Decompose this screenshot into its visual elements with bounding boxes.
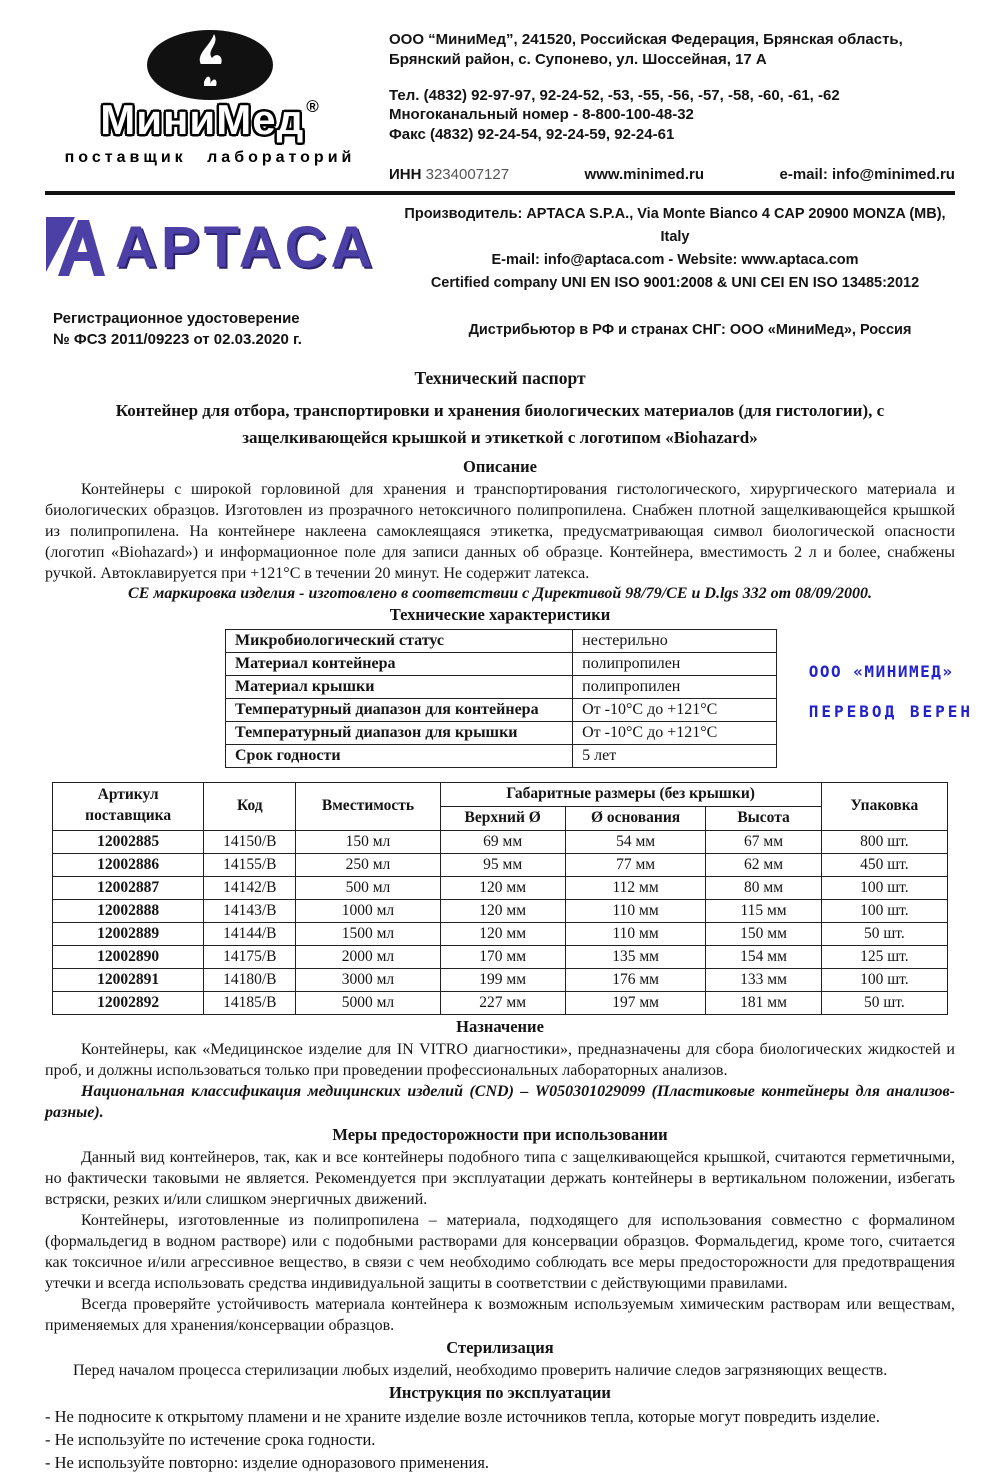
spec-value: полипропилен xyxy=(573,652,777,675)
col-article: Артикул поставщика xyxy=(53,782,204,830)
cell-capacity: 2000 мл xyxy=(296,945,440,968)
section-purpose-heading: Назначение xyxy=(456,1016,544,1036)
phone-line-2: Многоканальный номер - 8-800-100-48-32 xyxy=(389,106,694,124)
cell-base: 176 мм xyxy=(565,968,706,991)
precautions-paragraph-1: Данный вид контейнеров, так, как и все контейнеры подобного типа с защелкивающейся крышкой, считаются герметичными, но фактически таковыми не является. Рекомендуется при эксплуатации держать контейнеры в вертикальном положении, избегать встряски, резких и/или слишком энергичных движений. xyxy=(45,1148,955,1208)
section-sterilization-heading: Стерилизация xyxy=(446,1337,554,1357)
products-table xyxy=(52,782,948,1015)
instruction-item: - Не подносите к открытому пламени и не храните изделие возле источников тепла, которые могут повредить изделие. xyxy=(45,1406,880,1426)
cell-code: 14143/B xyxy=(204,899,296,922)
cell-height: 181 мм xyxy=(706,991,821,1014)
col-code: Код xyxy=(204,782,296,830)
brand-text: МиниМед xyxy=(100,96,305,143)
spec-value: нестерильно xyxy=(573,629,777,652)
cell-height: 150 мм xyxy=(706,922,821,945)
tech-specs-section xyxy=(45,604,973,768)
inn-value: 3234007127 xyxy=(425,165,510,183)
minimed-logo-block xyxy=(45,20,375,185)
table-row xyxy=(53,945,948,968)
header-divider xyxy=(45,191,955,195)
instruction-item: - Не используйте по истечение срока годности. xyxy=(45,1429,376,1449)
cell-base: 112 мм xyxy=(565,876,706,899)
spec-value: 5 лет xyxy=(573,744,777,767)
translation-stamp xyxy=(809,663,973,720)
aptaca-wordmark: APTACA xyxy=(115,215,377,281)
cell-top: 227 мм xyxy=(440,991,565,1014)
manufacturer-contacts[interactable]: E-mail: info@aptaca.com - Website: www.aptaca.com xyxy=(491,252,859,269)
section-instructions-heading: Инструкция по эксплуатации xyxy=(389,1382,611,1402)
company-contacts xyxy=(375,20,955,185)
cell-code: 14144/B xyxy=(204,922,296,945)
cell-top: 120 мм xyxy=(440,922,565,945)
cell-capacity: 150 мл xyxy=(296,830,440,853)
inn-web-email-row xyxy=(389,165,955,185)
cell-article: 12002887 xyxy=(53,876,204,899)
cell-article: 12002886 xyxy=(53,853,204,876)
col-base-diameter: Ø основания xyxy=(565,806,706,830)
registered-trademark-icon: ® xyxy=(306,97,320,116)
cell-code: 14180/B xyxy=(204,968,296,991)
table-row xyxy=(53,853,948,876)
table-row xyxy=(53,876,948,899)
sterilization-paragraph: Перед началом процесса стерилизации любых изделий, необходимо проверить наличие следов загрязняющих веществ. xyxy=(73,1361,888,1379)
cell-pack: 50 шт. xyxy=(821,991,947,1014)
table-row xyxy=(53,922,948,945)
cell-pack: 800 шт. xyxy=(821,830,947,853)
purpose-paragraph: Контейнеры, как «Медицинское изделие для IN VITRO диагностики», предназначены для сбора биологических жидкостей и проб, и должны использоваться только при проведении профессиональных лабораторных анализов. xyxy=(45,1040,955,1079)
cell-code: 14185/B xyxy=(204,991,296,1014)
table-row xyxy=(226,675,777,698)
cell-code: 14142/B xyxy=(204,876,296,899)
table-row xyxy=(53,899,948,922)
inn-label: ИНН xyxy=(389,165,422,183)
cell-capacity: 1000 мл xyxy=(296,899,440,922)
cell-height: 80 мм xyxy=(706,876,821,899)
col-capacity: Вместимость xyxy=(296,782,440,830)
precautions-paragraph-2: Контейнеры, изготовленные из полипропилена – материала, подходящего для использования совместно с формалином (формальдегид в водном растворе) или с подобными растворами для консервации образцов. Формальдегид, кроме того, считается как токсичное и/или агрессивное вещество, в связи с чем необходимо соблюдать все меры предосторожности для предотвращения утечки и всегда использовать средства индивидуальной защиты в соответствии с действующими правилами. xyxy=(45,1211,955,1292)
table-row xyxy=(226,721,777,744)
cell-top: 170 мм xyxy=(440,945,565,968)
cell-pack: 100 шт. xyxy=(821,899,947,922)
ce-marking-line: СЕ маркировка изделия - изготовлено в соответствии с Директивой 98/79/СЕ и D.lgs 332 от 08/09/2000. xyxy=(128,584,872,602)
cell-height: 154 мм xyxy=(706,945,821,968)
aptaca-mark-icon xyxy=(45,216,107,280)
table-row xyxy=(226,698,777,721)
cell-top: 95 мм xyxy=(440,853,565,876)
cell-height: 115 мм xyxy=(706,899,821,922)
cell-base: 77 мм xyxy=(565,853,706,876)
cell-pack: 50 шт. xyxy=(821,922,947,945)
cell-code: 14150/B xyxy=(204,830,296,853)
cell-article: 12002891 xyxy=(53,968,204,991)
cell-top: 120 мм xyxy=(440,899,565,922)
spec-key: Материал крышки xyxy=(226,675,573,698)
cell-height: 67 мм xyxy=(706,830,821,853)
cell-base: 110 мм xyxy=(565,922,706,945)
cell-base: 135 мм xyxy=(565,945,706,968)
cell-pack: 125 шт. xyxy=(821,945,947,968)
spec-key: Температурный диапазон для контейнера xyxy=(226,698,573,721)
aptaca-logo xyxy=(45,216,395,280)
cell-top: 120 мм xyxy=(440,876,565,899)
manufacturer-line: Производитель: APTACA S.P.A., Via Monte Bianco 4 CAP 20900 MONZA (MB), Italy xyxy=(404,205,946,245)
cell-pack: 100 шт. xyxy=(821,876,947,899)
cell-pack: 100 шт. xyxy=(821,968,947,991)
cell-article: 12002890 xyxy=(53,945,204,968)
cell-top: 69 мм xyxy=(440,830,565,853)
section-precautions-heading: Меры предосторожности при использовании xyxy=(332,1124,668,1144)
section-specs-heading: Технические характеристики xyxy=(389,604,611,624)
address-line-2: Брянский район, с. Супонево, ул. Шоссейная, 17 А xyxy=(389,50,767,68)
certification-line: Certified company UNI EN ISO 9001:2008 & UNI CEI EN ISO 13485:2012 xyxy=(430,275,920,292)
spec-value: От -10°С до +121°С xyxy=(573,721,777,744)
stamp-line-2: ПЕРЕВОД ВЕРЕН xyxy=(808,701,973,721)
description-paragraph: Контейнеры с широкой горловиной для хранения и транспортирования гистологического, хирургического материала и биологических образцов. Изготовлен из прозрачного нетоксичного полипропилена. Снабжен плотной защелкивающейся крышкой из полипропилена. На контейнере наклеена самоклеящаяся этикетка, предусматривающая символ биологической опасности (логотип «Biohazard») и информационное поле для записи данных об образце. Контейнера, вместимость 2 л и более, снабжены ручкой. Автоклавируется при +121°С в течении 20 минут. Не содержит латекса. xyxy=(45,480,955,582)
purpose-classification: Национальная классификация медицинских изделий (CND) – W050301029099 (Пластиковые контейнеры для анализов- разные). xyxy=(45,1082,955,1121)
cell-code: 14175/B xyxy=(204,945,296,968)
company-phones xyxy=(389,86,955,145)
cell-pack: 450 шт. xyxy=(821,853,947,876)
company-address xyxy=(389,30,955,70)
cell-base: 54 мм xyxy=(565,830,706,853)
registration-line-1: Регистрационное удостоверение xyxy=(53,309,300,327)
cell-capacity: 5000 мл xyxy=(296,991,440,1014)
table-row xyxy=(53,991,948,1014)
cell-height: 133 мм xyxy=(706,968,821,991)
cell-base: 110 мм xyxy=(565,899,706,922)
cell-code: 14155/B xyxy=(204,853,296,876)
registration-row xyxy=(45,308,955,350)
cell-capacity: 250 мл xyxy=(296,853,440,876)
aptaca-section xyxy=(45,201,955,296)
spec-key: Микробиологический статус xyxy=(226,629,573,652)
page-title: Технический паспорт xyxy=(414,367,586,388)
col-dimensions-group: Габаритные размеры (без крышки) xyxy=(440,782,821,806)
distributor-line: Дистрибьютор в РФ и странах СНГ: ООО «МиниМед», Россия xyxy=(468,321,912,338)
precautions-paragraph-3: Всегда проверяйте устойчивость материала контейнера к возможным используемым химическим растворам или веществам, применяемых для хранения/консервации образцов. xyxy=(45,1295,955,1334)
cell-top: 199 мм xyxy=(440,968,565,991)
table-row xyxy=(53,830,948,853)
cell-capacity: 3000 мл xyxy=(296,968,440,991)
tech-specs-table xyxy=(225,629,777,768)
col-top-diameter: Верхний Ø xyxy=(440,806,565,830)
website-link[interactable]: www.minimed.ru xyxy=(584,165,705,183)
registration-line-2: № ФСЗ 2011/09223 от 02.03.2020 г. xyxy=(53,330,302,348)
cell-article: 12002892 xyxy=(53,991,204,1014)
manufacturer-info xyxy=(395,201,955,296)
table-header-row xyxy=(53,782,948,806)
spec-value: полипропилен xyxy=(573,675,777,698)
phone-line-1: Тел. (4832) 92-97-97, 92-24-52, -53, -55, -56, -57, -58, -60, -61, -62 xyxy=(389,86,840,104)
cell-article: 12002888 xyxy=(53,899,204,922)
product-title: Контейнер для отбора, транспортировки и хранения биологических материалов (для гистологии), с защелкивающейся крышкой и этикеткой с логотипом «Biohazard» xyxy=(115,400,885,447)
email-link[interactable]: e-mail: info@minimed.ru xyxy=(779,165,955,183)
table-row xyxy=(226,744,777,767)
spec-key: Срок годности xyxy=(226,744,573,767)
table-row xyxy=(226,629,777,652)
minimed-flame-icon xyxy=(144,28,276,104)
brand-wordmark xyxy=(45,98,375,141)
cell-capacity: 500 мл xyxy=(296,876,440,899)
spec-key: Материал контейнера xyxy=(226,652,573,675)
cell-height: 62 мм xyxy=(706,853,821,876)
table-row xyxy=(53,968,948,991)
cell-capacity: 1500 мл xyxy=(296,922,440,945)
cell-article: 12002889 xyxy=(53,922,204,945)
registration-certificate xyxy=(45,308,425,350)
col-pack: Упаковка xyxy=(821,782,947,830)
letterhead-header xyxy=(45,20,955,185)
cell-article: 12002885 xyxy=(53,830,204,853)
brand-tagline: поставщик лабораторий xyxy=(64,149,356,166)
instruction-item: - Не используйте повторно: изделие одноразового применения. xyxy=(45,1452,490,1472)
cell-base: 197 мм xyxy=(565,991,706,1014)
inn-field xyxy=(389,165,509,185)
section-description-heading: Описание xyxy=(463,456,537,476)
address-line-1: ООО “МиниМед”, 241520, Российская Федерация, Брянская область, xyxy=(389,31,903,48)
phone-line-3: Факс (4832) 92-24-54, 92-24-59, 92-24-61 xyxy=(389,126,675,144)
spec-key: Температурный диапазон для крышки xyxy=(226,721,573,744)
spec-value: От -10°С до +121°С xyxy=(573,698,777,721)
stamp-line-1: ООО «МИНИМЕД» xyxy=(808,661,954,681)
col-height: Высота xyxy=(706,806,821,830)
table-row xyxy=(226,652,777,675)
